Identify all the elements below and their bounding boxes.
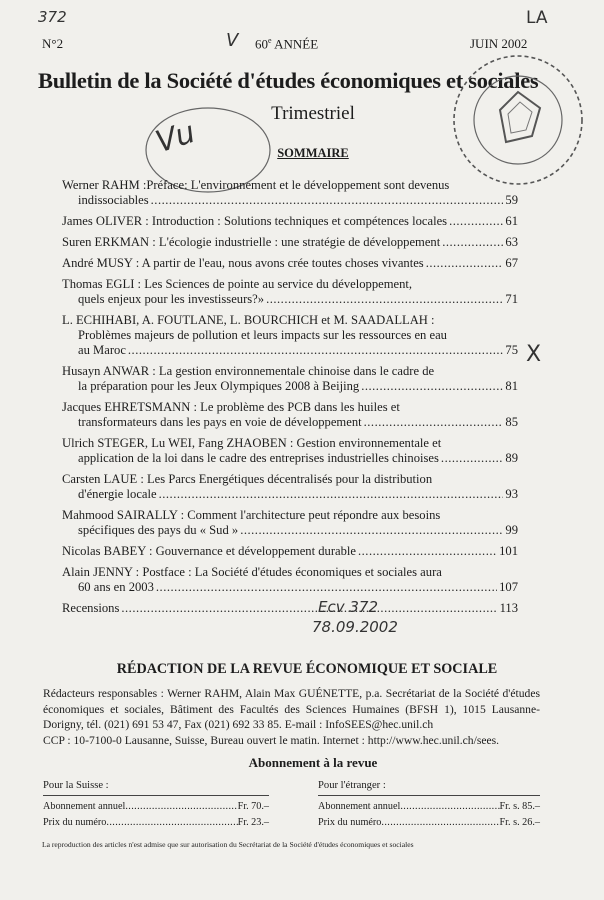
toc-entry-line: Jacques EHRETSMANN : Le problème des PCB dans les huiles et xyxy=(62,400,400,414)
toc-entry xyxy=(62,544,518,559)
toc-page-number: 59 xyxy=(505,193,518,207)
stamp-emblem xyxy=(500,92,540,142)
dot-leader xyxy=(121,601,497,616)
toc-entry-text: au Maroc xyxy=(78,343,126,357)
suisse-annuel-row xyxy=(43,801,269,812)
toc-entry xyxy=(62,214,518,229)
toc-entry-final-line xyxy=(62,580,518,595)
toc-entry-text: d'énergie locale xyxy=(78,487,157,501)
redaction-paragraph-2: CCP : 10-7100-0 Lausanne, Suisse, Bureau ouvert le matin. Internet : http://www.hec.unil.ch/sees. xyxy=(43,733,500,747)
dot-leader xyxy=(400,801,499,812)
year-number: 60 xyxy=(255,36,268,52)
toc-page-number: 101 xyxy=(499,544,518,558)
etranger-numero-price: Fr. s. 26.– xyxy=(499,817,540,828)
toc-entry-final-line xyxy=(62,214,518,229)
toc-entry-line: Problèmes majeurs de pollution et leurs impacts sur les ressources en eau xyxy=(78,328,447,342)
stamp-outer-ring xyxy=(454,56,582,184)
redaction-paragraph-1: Rédacteurs responsables : Werner RAHM, Alain Max GUÉNETTE, p.a. Secrétariat de la Société d'études économiques et sociales, Bâtiment des Facultés des Sciences Humaines (BFSH 1), 1015 Lausanne-Dorigny, tél. (021) 691 53 47, Fax (021) 692 33 85. E-mail : InfoSEES@hec.unil.ch xyxy=(43,687,540,731)
suisse-annuel-price: Fr. 70.– xyxy=(237,801,269,812)
dot-leader xyxy=(441,451,503,466)
toc-entry-final-line xyxy=(62,601,518,616)
toc-entry-line: L. ECHIHABI, A. FOUTLANE, L. BOURCHICH et M. SAADALLAH : xyxy=(62,313,435,327)
toc-entry-line: Thomas EGLI : Les Sciences de pointe au service du développement, xyxy=(62,277,413,291)
toc-page-number: 113 xyxy=(499,601,518,615)
handwritten-x-mark: X xyxy=(526,342,542,367)
toc-entry xyxy=(62,508,518,538)
toc-entry-line: Husayn ANWAR : La gestion environnementale chinoise dans le cadre de xyxy=(62,364,435,378)
dot-leader xyxy=(266,292,503,307)
toc-entry-final-line xyxy=(62,379,518,394)
suisse-annuel-label: Abonnement annuel xyxy=(43,801,126,812)
toc-entry-final-line xyxy=(62,235,518,250)
accession-number: Ecv 372 xyxy=(318,598,378,616)
suisse-rule xyxy=(43,795,269,796)
redaction-heading: RÉDACTION DE LA REVUE ÉCONOMIQUE ET SOCIALE xyxy=(116,661,498,677)
toc-entry-final-line xyxy=(62,256,518,271)
suisse-numero-price: Fr. 23.– xyxy=(237,817,269,828)
stamp-inner-ring xyxy=(474,76,562,164)
toc-entry xyxy=(62,313,518,358)
toc-entry-final-line xyxy=(62,523,518,538)
toc-entry-text: James OLIVER : Introduction : Solutions techniques et compétences locales xyxy=(62,214,448,228)
toc-page-number: 89 xyxy=(505,451,518,465)
bulletin-title: Bulletin de la Société d'études économiques et sociales xyxy=(38,68,539,93)
toc-entry xyxy=(62,256,518,271)
etranger-annuel-row xyxy=(318,801,540,812)
suisse-numero-row xyxy=(43,817,269,828)
toc-entry xyxy=(62,565,518,595)
dot-leader xyxy=(159,487,504,502)
toc-entry-final-line xyxy=(62,451,518,466)
toc-entry-line: Carsten LAUE : Les Parcs Energétiques décentralisés pour la distribution xyxy=(62,472,433,486)
library-stamp xyxy=(448,50,588,190)
toc-entry xyxy=(62,277,518,307)
toc-entry-text: transformateurs dans les pays en voie de développement xyxy=(78,415,362,429)
toc-entry-text: André MUSY : A partir de l'eau, nous avons crée toutes choses vivantes xyxy=(62,256,424,270)
dot-leader xyxy=(361,379,503,394)
dot-leader xyxy=(156,580,497,595)
handwritten-vu: Vu xyxy=(151,114,200,161)
dot-leader xyxy=(151,193,504,208)
table-of-contents xyxy=(62,178,518,622)
toc-entry-line: Ulrich STEGER, Lu WEI, Fang ZHAOBEN : Gestion environnementale et xyxy=(62,436,442,450)
dot-leader xyxy=(106,817,237,828)
dot-leader xyxy=(364,415,504,430)
dot-leader xyxy=(358,544,497,559)
issue-year xyxy=(255,36,318,52)
toc-page-number: 61 xyxy=(505,214,518,228)
toc-entry-line: Alain JENNY : Postface : La Société d'études économiques et sociales aura xyxy=(62,565,442,579)
toc-entry xyxy=(62,472,518,502)
toc-entry-text: Nicolas BABEY : Gouvernance et développement durable xyxy=(62,544,356,558)
toc-entry-text: Suren ERKMAN : L'écologie industrielle : une stratégie de développement xyxy=(62,235,441,249)
handwritten-number: 372 xyxy=(38,8,67,26)
year-word: ANNÉE xyxy=(271,36,319,52)
sommaire-heading: SOMMAIRE xyxy=(277,146,349,160)
toc-entry-text: quels enjeux pour les investisseurs?» xyxy=(78,292,265,306)
etranger-numero-label: Prix du numéro xyxy=(318,817,382,828)
dot-leader xyxy=(128,343,504,358)
subtitle: Trimestriel xyxy=(271,103,355,124)
suisse-head: Pour la Suisse : xyxy=(43,780,109,791)
dot-leader xyxy=(442,235,503,250)
etranger-head: Pour l'étranger : xyxy=(318,780,386,791)
toc-entry-final-line xyxy=(62,415,518,430)
etranger-annuel-label: Abonnement annuel xyxy=(318,801,401,812)
dot-leader xyxy=(240,523,503,538)
dot-leader xyxy=(381,817,499,828)
issue-date: JUIN 2002 xyxy=(470,36,528,51)
accession-date: 78.09.2002 xyxy=(312,618,398,636)
toc-entry-final-line xyxy=(62,193,518,208)
toc-entry xyxy=(62,178,518,208)
footer-notice: La reproduction des articles n'est admise que sur autorisation du Secrétariat de la Société d'études économiques et sociales xyxy=(42,840,414,849)
toc-entry xyxy=(62,436,518,466)
toc-entry-text: application de la loi dans le cadre des entreprises industrielles chinoises xyxy=(78,451,439,465)
toc-entry xyxy=(62,364,518,394)
toc-page-number: 63 xyxy=(505,235,518,249)
suisse-numero-label: Prix du numéro xyxy=(43,817,107,828)
toc-page-number: 67 xyxy=(505,256,518,270)
toc-page-number: 71 xyxy=(505,292,518,306)
redaction-text xyxy=(43,686,540,748)
toc-page-number: 107 xyxy=(499,580,518,594)
dot-leader xyxy=(125,801,237,812)
toc-entry-line: Werner RAHM :Préface: L'environnement et le développement sont devenus xyxy=(62,178,450,192)
toc-page-number: 99 xyxy=(505,523,518,537)
etranger-annuel-price: Fr. s. 85.– xyxy=(499,801,540,812)
issue-number: N°2 xyxy=(42,36,64,51)
toc-entry-text: indissociables xyxy=(78,193,149,207)
toc-entry-text: Recensions xyxy=(62,601,120,615)
toc-entry-final-line xyxy=(62,292,518,307)
handwritten-check: V xyxy=(226,30,239,51)
etranger-rule xyxy=(318,795,540,796)
toc-entry-line: Mahmood SAIRALLY : Comment l'architecture peut répondre aux besoins xyxy=(62,508,441,522)
toc-page-number: 81 xyxy=(505,379,518,393)
toc-entry-final-line xyxy=(62,544,518,559)
abonnement-heading: Abonnement à la revue xyxy=(248,755,378,770)
toc-entry-final-line xyxy=(62,487,518,502)
toc-page-number: 75 xyxy=(505,343,518,357)
toc-entry-final-line xyxy=(62,343,518,358)
etranger-numero-row xyxy=(318,817,540,828)
handwritten-initials: LA xyxy=(526,8,548,28)
toc-page-number: 85 xyxy=(505,415,518,429)
toc-entry-text: 60 ans en 2003 xyxy=(78,580,154,594)
toc-page-number: 93 xyxy=(505,487,518,501)
toc-entry-text: la préparation pour les Jeux Olympiques 2008 à Beijing xyxy=(78,379,360,393)
toc-entry xyxy=(62,235,518,250)
toc-entry xyxy=(62,400,518,430)
stamp-emblem-inner xyxy=(508,102,532,133)
dot-leader xyxy=(426,256,504,271)
toc-entry-text: spécifiques des pays du « Sud » xyxy=(78,523,239,537)
year-superscript: e xyxy=(268,36,272,45)
toc-entry xyxy=(62,601,518,616)
dot-leader xyxy=(449,214,503,229)
